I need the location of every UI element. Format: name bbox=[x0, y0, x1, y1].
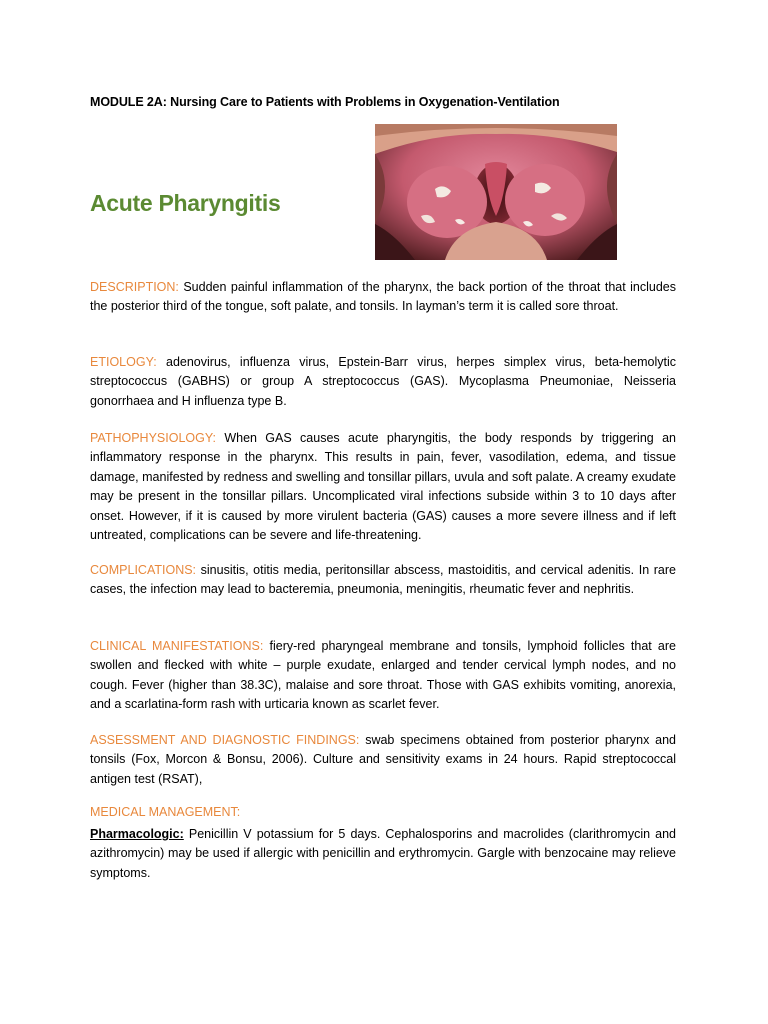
section-pathophysiology bbox=[90, 429, 676, 545]
section-complications bbox=[90, 561, 676, 600]
section-description bbox=[90, 278, 676, 317]
section-label: ETIOLOGY: bbox=[90, 355, 157, 369]
section-etiology bbox=[90, 353, 676, 411]
section-text: adenovirus, influenza virus, Epstein-Barr virus, herpes simplex virus, beta-hemolytic streptococcus (GABHS) or group A streptococcus (GAS). Mycoplasma Pneumoniae, Neisseria gonorrhaea and H influenza type B. bbox=[90, 355, 676, 408]
pharmacologic-text: Penicillin V potassium for 5 days. Cephalosporins and macrolides (clarithromycin and azithromycin) may be used if allergic with penicillin and erythromycin. Gargle with benzocaine may relieve symptoms. bbox=[90, 827, 676, 880]
throat-photo bbox=[375, 124, 617, 260]
section-text: sinusitis, otitis media, peritonsillar abscess, mastoiditis, and cervical adenitis. In rare cases, the infection may lead to bacteremia, pneumonia, meningitis, rheumatic fever and nephritis. bbox=[90, 563, 676, 597]
medical-management-heading: MEDICAL MANAGEMENT: bbox=[90, 805, 241, 819]
pharmacologic-label: Pharmacologic: bbox=[90, 827, 184, 841]
section-label: PATHOPHYSIOLOGY: bbox=[90, 431, 216, 445]
section-assessment bbox=[90, 731, 676, 789]
section-label: ASSESSMENT AND DIAGNOSTIC FINDINGS: bbox=[90, 733, 360, 747]
page-title: Acute Pharyngitis bbox=[90, 190, 281, 216]
section-text: Sudden painful inflammation of the pharynx, the back portion of the throat that includes the posterior third of the tongue, soft palate, and tonsils. In layman’s term it is called sore throat. bbox=[90, 280, 676, 314]
section-label: DESCRIPTION: bbox=[90, 280, 179, 294]
section-clinical-manifestations bbox=[90, 637, 676, 715]
section-text: swab specimens obtained from posterior pharynx and tonsils (Fox, Morcon & Bonsu, 2006). Culture and sensitivity exams in 24 hours. Rapid streptococcal antigen test (RSAT), bbox=[90, 733, 676, 786]
section-text: fiery-red pharyngeal membrane and tonsils, lymphoid follicles that are swollen and flecked with white – purple exudate, enlarged and tender cervical lymph nodes, and no cough. Fever (higher than 38.3C), malaise and sore throat. Those with GAS exhibits vomiting, anorexia, and a scarlatina-form rash with urticaria known as scarlet fever. bbox=[90, 639, 676, 712]
module-heading: MODULE 2A: Nursing Care to Patients with Problems in Oxygenation-Ventilation bbox=[90, 95, 560, 109]
section-label: COMPLICATIONS: bbox=[90, 563, 197, 577]
section-pharmacologic bbox=[90, 825, 676, 883]
section-label: CLINICAL MANIFESTATIONS: bbox=[90, 639, 264, 653]
section-text: When GAS causes acute pharyngitis, the body responds by triggering an inflammatory response in the pharynx. This results in pain, fever, vasodilation, edema, and tissue damage, manifested by redness and swelling and tonsillar pillars, uvula and soft palate. A creamy exudate may be present in the tonsillar pillars. Uncomplicated viral infections subside within 3 to 10 days after onset. However, if it is caused by more virulent bacteria (GAS) causes a more severe illness and if left untreated, complications can be severe and life-threatening. bbox=[90, 431, 676, 543]
